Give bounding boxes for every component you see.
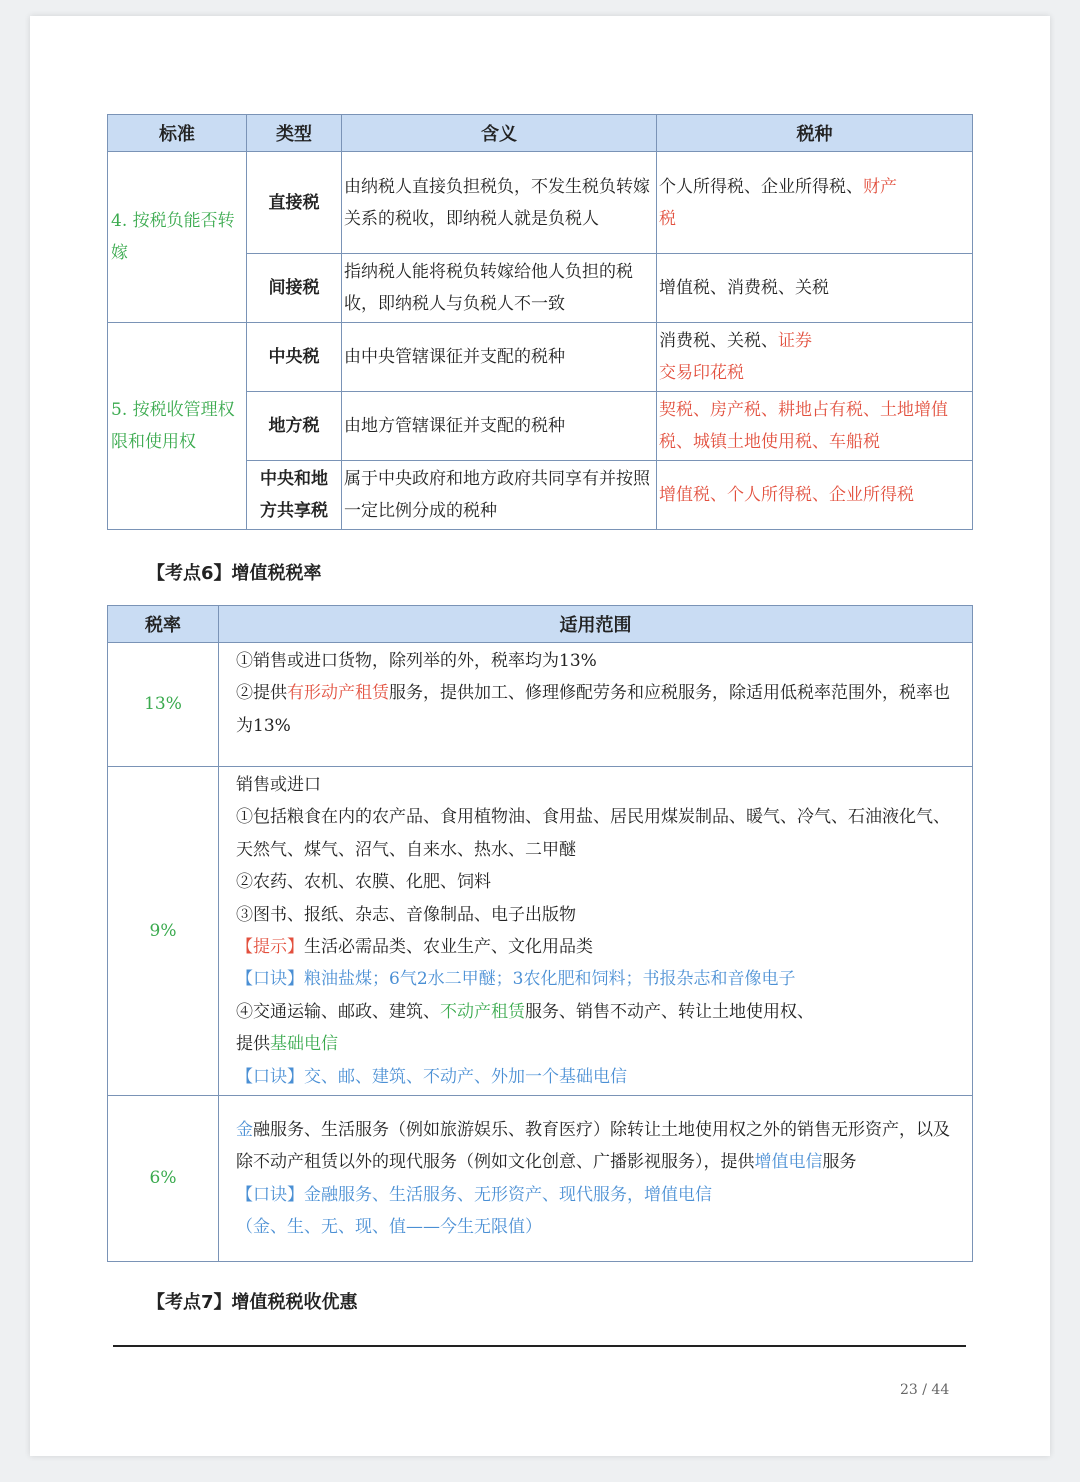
scope-line: ②农药、农机、农膜、化肥、饲料 bbox=[236, 872, 491, 893]
tax-kind-cell bbox=[657, 152, 973, 254]
rate-cell-13: 13% bbox=[108, 643, 219, 767]
scope-line: 销售或进口 bbox=[236, 775, 321, 795]
mnemonic-line: 【口诀】粮油盐煤；6气2水二甲醚；3农化肥和饲料；书报杂志和音像电子 bbox=[236, 969, 796, 990]
tax-kind-highlight: 证券交易印花税 bbox=[659, 331, 812, 383]
scope-text: 融服务、生活服务（例如旅游娱乐、教育医疗）除转让土地使用权之外的销售无形资产，以及除不动产租赁以外的现代服务（例如文化创意、广播影视服务），提供 bbox=[236, 1119, 950, 1173]
table-row bbox=[108, 323, 973, 392]
scope-cell-6 bbox=[219, 1096, 973, 1262]
type-cell: 中央税 bbox=[247, 323, 342, 392]
standard-cell: 4. 按税负能否转嫁 bbox=[108, 152, 247, 323]
section-6-heading: 【考点6】增值税税率 bbox=[147, 563, 322, 584]
scope-highlight: 金 bbox=[236, 1119, 253, 1140]
table-header-row bbox=[108, 115, 973, 152]
meaning-cell: 指纳税人能将税负转嫁给他人负担的税收，即纳税人与负税人不一致 bbox=[342, 254, 657, 323]
scope-line: ③图书、报纸、杂志、音像制品、电子出版物 bbox=[236, 904, 576, 925]
table-row bbox=[108, 1096, 973, 1262]
scope-line bbox=[236, 677, 962, 742]
document-page bbox=[30, 16, 1050, 1456]
scope-line: ①包括粮食在内的农产品、食用植物油、食用盐、居民用煤炭制品、暖气、冷气、石油液化气、天然气、煤气、沼气、自来水、热水、二甲醚 bbox=[236, 807, 950, 860]
header-standard: 标准 bbox=[108, 115, 247, 152]
meaning-cell: 属于中央政府和地方政府共同享有并按照一定比例分成的税种 bbox=[342, 461, 657, 530]
tip-label: 【提示】 bbox=[236, 937, 304, 958]
scope-highlight: 有形动产租赁 bbox=[287, 683, 389, 704]
scope-line bbox=[236, 996, 962, 1028]
table-header-row bbox=[108, 606, 973, 643]
scope-text: 提供 bbox=[236, 1034, 270, 1055]
table-row bbox=[108, 767, 973, 1096]
scope-text: ②提供 bbox=[236, 683, 287, 704]
scope-text: 服务、销售不动产、转让土地使用权、 bbox=[525, 1001, 814, 1022]
scope-highlight: 基础电信 bbox=[270, 1034, 338, 1055]
scope-line bbox=[236, 1028, 962, 1060]
tax-kind-text: 个人所得税、企业所得税、 bbox=[659, 176, 863, 197]
scope-highlight: 不动产租赁 bbox=[440, 1001, 525, 1022]
header-tax-kind: 税种 bbox=[657, 115, 973, 152]
tax-kind-cell bbox=[657, 392, 973, 461]
vat-rate-table bbox=[107, 605, 973, 1262]
type-cell: 中央和地方共享税 bbox=[247, 461, 342, 530]
tax-kind-cell bbox=[657, 323, 973, 392]
scope-cell-9 bbox=[219, 767, 973, 1096]
header-rate: 税率 bbox=[108, 606, 219, 643]
rate-cell-9: 9% bbox=[108, 767, 219, 1096]
type-cell: 直接税 bbox=[247, 152, 342, 254]
tax-kind-highlight: 财产税 bbox=[659, 176, 897, 229]
section-7-heading: 【考点7】增值税税收优惠 bbox=[147, 1292, 358, 1313]
tax-classification-table bbox=[107, 114, 973, 530]
meaning-cell: 由地方管辖课征并支配的税种 bbox=[342, 392, 657, 461]
tax-kind-cell bbox=[657, 254, 973, 323]
scope-cell-13 bbox=[219, 643, 973, 767]
scope-paragraph bbox=[236, 1114, 962, 1179]
tax-kind-text: 消费税、关税、 bbox=[659, 331, 778, 351]
page-number: 23 / 44 bbox=[900, 1382, 950, 1398]
mnemonic-sub-line: （金、生、无、现、值——今生无限值） bbox=[236, 1216, 542, 1237]
tax-kind-highlight: 增值税、个人所得税、企业所得税 bbox=[659, 485, 914, 505]
meaning-cell: 由纳税人直接负担税负，不发生税负转嫁关系的税收，即纳税人就是负税人 bbox=[342, 152, 657, 254]
meaning-cell: 由中央管辖课征并支配的税种 bbox=[342, 323, 657, 392]
header-scope: 适用范围 bbox=[219, 606, 973, 643]
table-row bbox=[108, 643, 973, 767]
header-meaning: 含义 bbox=[342, 115, 657, 152]
scope-highlight: 增值电信 bbox=[754, 1152, 823, 1173]
header-type: 类型 bbox=[247, 115, 342, 152]
scope-line: ①销售或进口货物，除列举的外，税率均为13% bbox=[236, 651, 597, 671]
tip-text: 生活必需品类、农业生产、文化用品类 bbox=[304, 937, 593, 958]
type-cell: 地方税 bbox=[247, 392, 342, 461]
scope-text: 服务 bbox=[822, 1152, 857, 1173]
standard-cell: 5. 按税收管理权限和使用权 bbox=[108, 323, 247, 530]
type-cell: 间接税 bbox=[247, 254, 342, 323]
rate-cell-6: 6% bbox=[108, 1096, 219, 1262]
tax-kind-cell bbox=[657, 461, 973, 530]
scope-text: 服务，提供加工、修理修配劳务和应税服务，除适用低税率范围外，税率也为13% bbox=[236, 683, 950, 736]
mnemonic-line: 【口诀】金融服务、生活服务、无形资产、现代服务，增值电信 bbox=[236, 1184, 712, 1205]
table-row bbox=[108, 152, 973, 254]
footer-rule bbox=[113, 1345, 966, 1347]
scope-text: ④交通运输、邮政、建筑、 bbox=[236, 1001, 440, 1022]
tip-line bbox=[236, 931, 962, 963]
tax-kind-highlight: 契税、房产税、耕地占有税、土地增值税、城镇土地使用税、车船税 bbox=[659, 400, 948, 452]
mnemonic-line: 【口诀】交、邮、建筑、不动产、外加一个基础电信 bbox=[236, 1066, 627, 1087]
tax-kind-text: 增值税、消费税、关税 bbox=[659, 278, 829, 298]
